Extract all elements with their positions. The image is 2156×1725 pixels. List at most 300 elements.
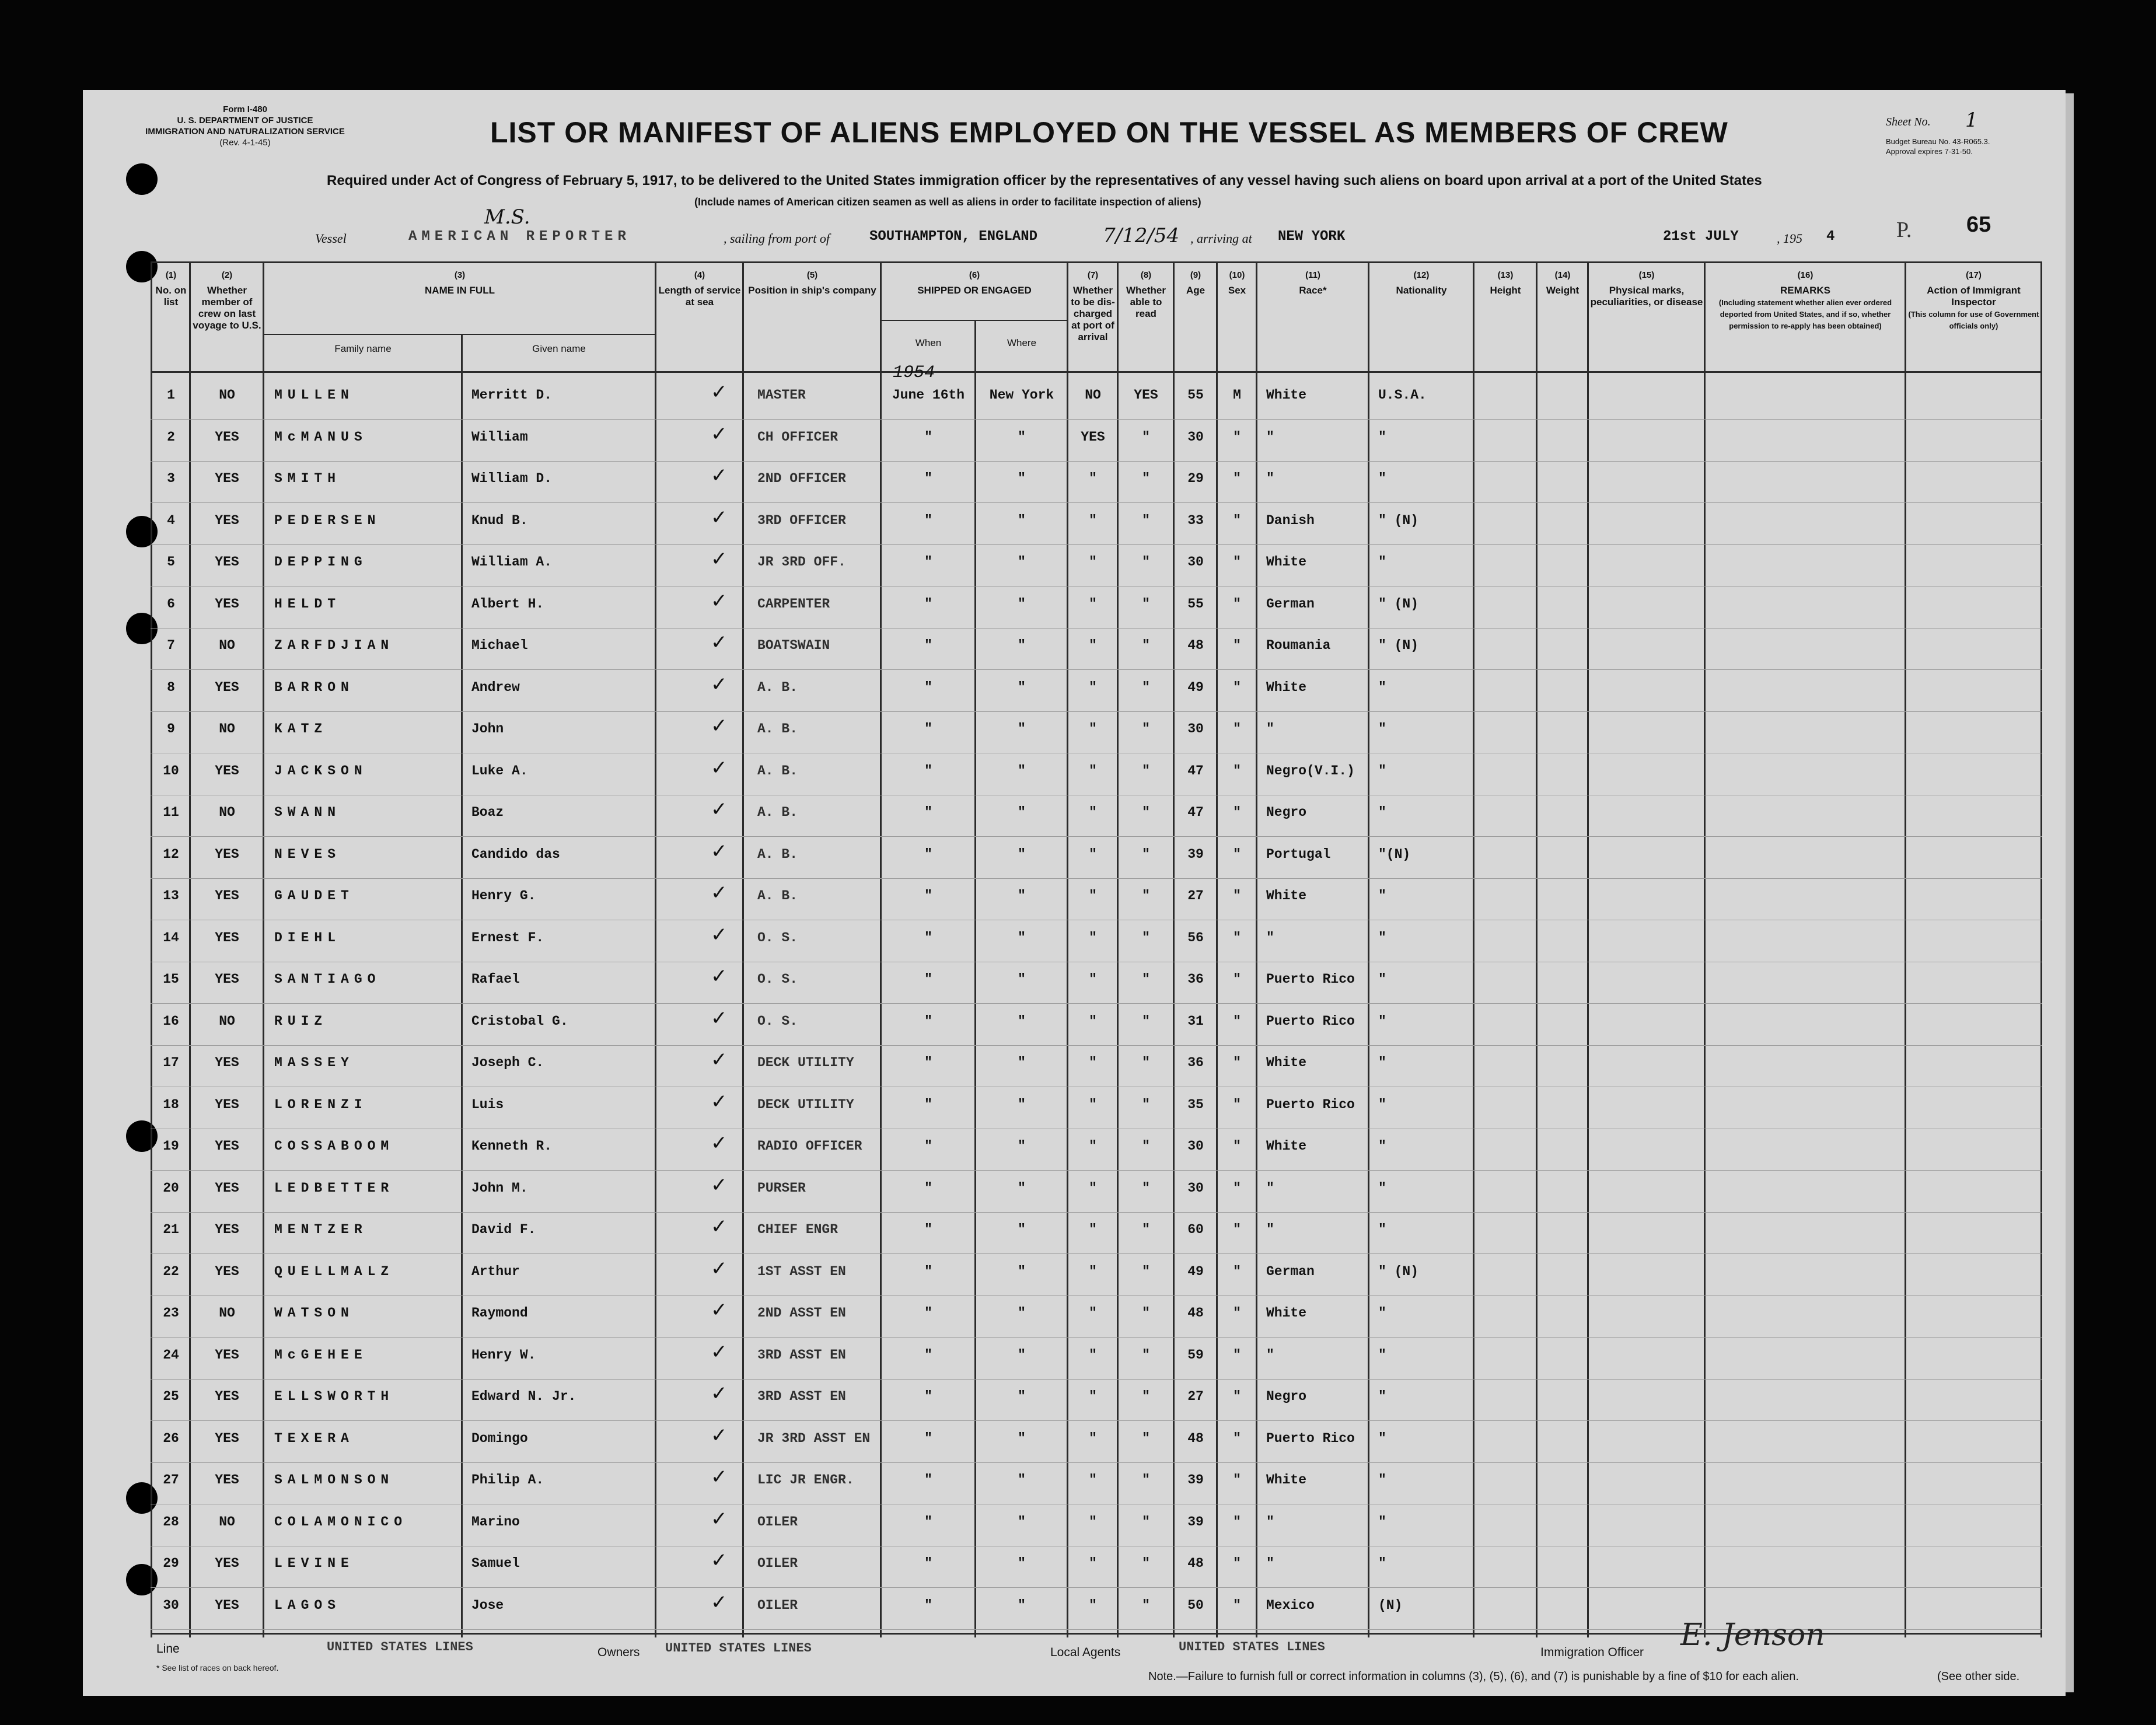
- given-name: Boaz: [471, 805, 504, 820]
- discharged-value: ": [1089, 888, 1097, 903]
- shipped-year-handwritten: 1954: [893, 363, 935, 383]
- row-number: 12: [163, 846, 179, 862]
- budget-bureau: Budget Bureau No. 43-R065.3.: [1886, 137, 1990, 146]
- given-name: Marino: [471, 1514, 520, 1530]
- prior-voyage-value: YES: [215, 1263, 239, 1279]
- service-check: ✓: [711, 756, 728, 780]
- position-value: CHIEF ENGR: [757, 1222, 838, 1237]
- sex-value: ": [1233, 1597, 1241, 1613]
- sex-value: ": [1233, 888, 1241, 903]
- col-divider: [1216, 261, 1218, 1637]
- discharged-value: ": [1089, 1013, 1097, 1029]
- shipped-where: ": [1018, 1389, 1026, 1404]
- prior-voyage-value: YES: [215, 1472, 239, 1487]
- age-value: 49: [1187, 1263, 1204, 1279]
- departure-date-handwritten: 7/12/54: [1103, 224, 1180, 247]
- prior-voyage-value: YES: [215, 1180, 239, 1196]
- sex-value: ": [1233, 972, 1241, 987]
- col-divider: [1473, 261, 1474, 1637]
- prior-voyage-value: YES: [215, 1430, 239, 1446]
- prior-voyage-value: YES: [215, 1055, 239, 1070]
- family-name: PEDERSEN: [274, 512, 381, 528]
- nationality-value: ": [1378, 1222, 1386, 1237]
- race-value: Puerto Rico: [1266, 972, 1355, 987]
- able-to-read-value: ": [1142, 721, 1150, 736]
- shipped-when: ": [924, 638, 932, 653]
- shipped-when: ": [924, 1222, 932, 1237]
- sex-value: ": [1233, 512, 1241, 528]
- sex-value: ": [1233, 471, 1241, 486]
- shipped-where: ": [1018, 1180, 1026, 1196]
- arriving-label: , arriving at: [1190, 231, 1252, 246]
- discharged-value: ": [1089, 638, 1097, 653]
- service-check: ✓: [711, 1048, 728, 1071]
- nationality-value: ": [1378, 972, 1386, 987]
- col-header-position: (5) Position in ship's company: [748, 270, 876, 296]
- row-number: 25: [163, 1389, 179, 1404]
- shipped-when: ": [924, 1263, 932, 1279]
- prior-voyage-value: YES: [215, 930, 239, 945]
- able-to-read-value: ": [1142, 930, 1150, 945]
- race-value: ": [1266, 721, 1274, 736]
- nationality-value: ": [1378, 1305, 1386, 1321]
- given-name: Samuel: [471, 1556, 520, 1571]
- age-value: 48: [1187, 638, 1204, 653]
- shipped-where: ": [1018, 1097, 1026, 1112]
- prior-voyage-value: YES: [215, 554, 239, 570]
- sheet-number: 1: [1965, 109, 1978, 132]
- family-name: TEXERA: [274, 1430, 354, 1446]
- service-check: ✓: [711, 1006, 728, 1030]
- age-value: 30: [1187, 429, 1204, 445]
- shipped-when: ": [924, 1139, 932, 1154]
- row-number: 26: [163, 1430, 179, 1446]
- race-value: White: [1266, 1055, 1307, 1070]
- service-check: ✓: [711, 714, 728, 738]
- age-value: 27: [1187, 1389, 1204, 1404]
- age-value: 36: [1187, 1055, 1204, 1070]
- race-value: ": [1266, 1180, 1274, 1196]
- race-value: Negro: [1266, 1389, 1307, 1404]
- given-name: Michael: [471, 638, 528, 653]
- able-to-read-value: ": [1142, 1139, 1150, 1154]
- able-to-read-value: ": [1142, 638, 1150, 653]
- sex-value: ": [1233, 429, 1241, 445]
- given-name: Jose: [471, 1597, 504, 1613]
- discharged-value: ": [1089, 972, 1097, 987]
- given-name: Domingo: [471, 1430, 528, 1446]
- service-check: ✓: [711, 1465, 728, 1489]
- col-header-physical-marks: (15) Physical marks, peculiarities, or disease: [1590, 270, 1703, 308]
- vessel-label: Vessel: [315, 231, 347, 246]
- race-value: Puerto Rico: [1266, 1013, 1355, 1029]
- family-name: LEDBETTER: [274, 1180, 394, 1196]
- col-header-height: (13) Height: [1490, 270, 1521, 296]
- age-value: 48: [1187, 1556, 1204, 1571]
- scan-edge: [2066, 93, 2074, 1692]
- col-header-no: (1) No. on list: [155, 270, 187, 308]
- prior-voyage-value: NO: [219, 638, 235, 653]
- able-to-read-value: ": [1142, 1472, 1150, 1487]
- service-check: ✓: [711, 589, 728, 613]
- position-value: RADIO OFFICER: [757, 1139, 862, 1154]
- col-header-read: (8) Whether able to read: [1126, 270, 1166, 319]
- given-name: Kenneth R.: [471, 1139, 553, 1154]
- nationality-value: ": [1378, 1013, 1386, 1029]
- position-value: DECK UTILITY: [757, 1055, 854, 1070]
- discharged-value: ": [1089, 805, 1097, 820]
- position-value: OILER: [757, 1556, 798, 1571]
- given-name: John: [471, 721, 504, 736]
- sailing-label: , sailing from port of: [724, 231, 830, 246]
- position-value: OILER: [757, 1597, 798, 1613]
- col-divider: [1256, 261, 1257, 1637]
- discharged-value: ": [1089, 846, 1097, 862]
- race-value: Puerto Rico: [1266, 1430, 1355, 1446]
- discharged-value: ": [1089, 1472, 1097, 1487]
- col-divider: [1587, 261, 1589, 1637]
- shipped-when: ": [924, 512, 932, 528]
- nationality-value: ": [1378, 1389, 1386, 1404]
- shipped-when: ": [924, 1514, 932, 1530]
- nationality-value: ": [1378, 1347, 1386, 1363]
- service-check: ✓: [711, 1090, 728, 1113]
- service-name: IMMIGRATION AND NATURALIZATION SERVICE: [145, 127, 345, 137]
- family-name: LAGOS: [274, 1597, 341, 1613]
- col-divider: [1704, 261, 1706, 1637]
- age-value: 30: [1187, 1139, 1204, 1154]
- able-to-read-value: ": [1142, 805, 1150, 820]
- col-divider: [1536, 261, 1537, 1637]
- shipped-when: ": [924, 1556, 932, 1571]
- col-header-when: When: [915, 337, 942, 348]
- race-value: White: [1266, 387, 1307, 403]
- service-check: ✓: [711, 1173, 728, 1197]
- service-check: ✓: [711, 1382, 728, 1405]
- given-name: Cristobal G.: [471, 1013, 568, 1029]
- sex-value: ": [1233, 596, 1241, 612]
- service-check: ✓: [711, 631, 728, 654]
- given-name: Philip A.: [471, 1472, 544, 1487]
- discharged-value: ": [1089, 1263, 1097, 1279]
- sex-value: ": [1233, 763, 1241, 778]
- form-identification: [117, 104, 373, 148]
- family-name: WATSON: [274, 1305, 354, 1321]
- race-value: German: [1266, 596, 1315, 612]
- position-value: A. B.: [757, 888, 798, 903]
- race-value: White: [1266, 679, 1307, 695]
- able-to-read-value: ": [1142, 1180, 1150, 1196]
- row-rule: [151, 1045, 2042, 1046]
- service-check: ✓: [711, 1340, 728, 1364]
- nationality-value: ": [1378, 429, 1386, 445]
- discharged-value: ": [1089, 1430, 1097, 1446]
- age-value: 29: [1187, 471, 1204, 486]
- family-name: SANTIAGO: [274, 972, 381, 987]
- age-value: 39: [1187, 846, 1204, 862]
- shipped-where: ": [1018, 888, 1026, 903]
- able-to-read-value: ": [1142, 679, 1150, 695]
- officer-signature: E. Jenson: [1680, 1618, 1825, 1653]
- service-check: ✓: [711, 547, 728, 571]
- row-rule: [151, 1462, 2042, 1463]
- shipped-when: ": [924, 679, 932, 695]
- table-top-border: [151, 261, 2042, 263]
- required-statement: Required under Act of Congress of February 5, 1917, to be delivered to the United States immigration officer by the representatives of any vessel having such aliens on board upon arrival at a port of the United States: [327, 173, 1762, 188]
- col-header-nationality: (12) Nationality: [1396, 270, 1447, 296]
- age-value: 48: [1187, 1305, 1204, 1321]
- able-to-read-value: ": [1142, 1097, 1150, 1112]
- sex-value: ": [1233, 1472, 1241, 1487]
- sex-value: ": [1233, 554, 1241, 570]
- col-header-given-name: Given name: [532, 343, 586, 354]
- able-to-read-value: ": [1142, 1389, 1150, 1404]
- race-value: Danish: [1266, 512, 1315, 528]
- sex-value: ": [1233, 1013, 1241, 1029]
- discharged-value: ": [1089, 1097, 1097, 1112]
- discharged-value: ": [1089, 1514, 1097, 1530]
- shipped-where: ": [1018, 1055, 1026, 1070]
- age-value: 27: [1187, 888, 1204, 903]
- row-number: 2: [167, 429, 175, 445]
- family-name: NEVES: [274, 846, 341, 862]
- given-name: Henry G.: [471, 888, 536, 903]
- race-value: Roumania: [1266, 638, 1331, 653]
- given-name: Arthur: [471, 1263, 520, 1279]
- discharged-value: ": [1089, 596, 1097, 612]
- shipped-where: ": [1018, 596, 1026, 612]
- row-number: 16: [163, 1013, 179, 1029]
- able-to-read-value: ": [1142, 846, 1150, 862]
- discharged-value: ": [1089, 930, 1097, 945]
- prior-voyage-value: NO: [219, 387, 235, 403]
- nationality-value: ": [1378, 930, 1386, 945]
- family-name: COSSABOOM: [274, 1139, 394, 1154]
- sex-value: ": [1233, 1305, 1241, 1321]
- sex-value: ": [1233, 1097, 1241, 1112]
- race-value: Negro: [1266, 805, 1307, 820]
- sex-value: ": [1233, 1347, 1241, 1363]
- position-value: CH OFFICER: [757, 429, 838, 445]
- owners-value: UNITED STATES LINES: [665, 1641, 812, 1656]
- shipped-when: ": [924, 1180, 932, 1196]
- nationality-value: " (N): [1378, 596, 1419, 612]
- age-value: 50: [1187, 1597, 1204, 1613]
- row-number: 6: [167, 596, 175, 612]
- col-header-where: Where: [1007, 337, 1037, 348]
- row-rule: [151, 1253, 2042, 1254]
- prior-voyage-value: YES: [215, 596, 239, 612]
- row-number: 14: [163, 930, 179, 945]
- row-number: 8: [167, 679, 175, 695]
- shipped-when: ": [924, 1347, 932, 1363]
- prior-voyage-value: YES: [215, 1556, 239, 1571]
- able-to-read-value: ": [1142, 512, 1150, 528]
- sex-value: ": [1233, 1389, 1241, 1404]
- nationality-value: (N): [1378, 1597, 1403, 1613]
- prior-voyage-value: YES: [215, 471, 239, 486]
- col-divider: [263, 261, 264, 1637]
- service-check: ✓: [711, 1507, 728, 1531]
- budget-approval: Approval expires 7-31-50.: [1886, 147, 1973, 156]
- discharged-value: ": [1089, 1389, 1097, 1404]
- sex-value: ": [1233, 1430, 1241, 1446]
- prior-voyage-value: YES: [215, 1389, 239, 1404]
- shipped-where: ": [1018, 763, 1026, 778]
- see-other-side: (See other side.: [1937, 1670, 2020, 1683]
- shipped-when: ": [924, 1430, 932, 1446]
- shipped-when: ": [924, 972, 932, 987]
- col-header-inspector-action: (17) Action of Immigrant Inspector (This column for use of Government officials only): [1908, 270, 2039, 330]
- row-rule: [151, 1379, 2042, 1380]
- age-value: 33: [1187, 512, 1204, 528]
- family-name: JACKSON: [274, 763, 368, 778]
- row-number: 10: [163, 763, 179, 778]
- col-header-prev-voyage: (2) Whether member of crew on last voyage to U.S.: [193, 270, 261, 331]
- discharged-value: ": [1089, 1055, 1097, 1070]
- able-to-read-value: ": [1142, 1013, 1150, 1029]
- row-number: 15: [163, 972, 179, 987]
- row-rule: [151, 1587, 2042, 1588]
- able-to-read-value: ": [1142, 1222, 1150, 1237]
- discharged-value: ": [1089, 1180, 1097, 1196]
- col-divider: [1067, 261, 1068, 1637]
- age-value: 56: [1187, 930, 1204, 945]
- shipped-subheader-line: [880, 320, 1067, 321]
- family-name: LEVINE: [274, 1556, 354, 1571]
- row-rule: [151, 669, 2042, 670]
- row-number: 30: [163, 1597, 179, 1613]
- service-check: ✓: [711, 380, 728, 404]
- sex-value: ": [1233, 846, 1241, 862]
- discharged-value: ": [1089, 1556, 1097, 1571]
- row-number: 7: [167, 638, 175, 653]
- able-to-read-value: ": [1142, 596, 1150, 612]
- age-value: 30: [1187, 554, 1204, 570]
- given-name: Ernest F.: [471, 930, 544, 945]
- race-value: ": [1266, 930, 1274, 945]
- prior-voyage-value: YES: [215, 1139, 239, 1154]
- given-name: Luis: [471, 1097, 504, 1112]
- family-name: DEPPING: [274, 554, 368, 570]
- age-value: 30: [1187, 721, 1204, 736]
- sex-value: ": [1233, 805, 1241, 820]
- sex-value: ": [1233, 1222, 1241, 1237]
- prior-voyage-value: YES: [215, 1097, 239, 1112]
- service-check: ✓: [711, 1256, 728, 1280]
- shipped-where: New York: [989, 387, 1054, 403]
- given-name: William: [471, 429, 528, 445]
- able-to-read-value: ": [1142, 888, 1150, 903]
- crew-manifest-table: [151, 261, 2042, 1637]
- race-value: White: [1266, 1305, 1307, 1321]
- service-check: ✓: [711, 1423, 728, 1447]
- service-check: ✓: [711, 923, 728, 947]
- position-value: LIC JR ENGR.: [757, 1472, 854, 1487]
- row-number: 4: [167, 512, 175, 528]
- nationality-value: ": [1378, 888, 1386, 903]
- family-name: MASSEY: [274, 1055, 354, 1070]
- prior-voyage-value: YES: [215, 679, 239, 695]
- family-name: GAUDET: [274, 888, 354, 903]
- given-name: Merritt D.: [471, 387, 553, 403]
- shipped-where: ": [1018, 805, 1026, 820]
- position-value: PURSER: [757, 1180, 806, 1196]
- shipped-when: ": [924, 1472, 932, 1487]
- shipped-when: ": [924, 471, 932, 486]
- race-value: ": [1266, 1556, 1274, 1571]
- department-name: U. S. DEPARTMENT OF JUSTICE: [177, 116, 313, 125]
- col-header-family-name: Family name: [334, 343, 392, 354]
- shipped-when: ": [924, 1305, 932, 1321]
- able-to-read-value: ": [1142, 429, 1150, 445]
- col-divider: [1905, 261, 1906, 1637]
- family-name: LORENZI: [274, 1097, 368, 1112]
- row-number: 1: [167, 387, 175, 403]
- given-name: Luke A.: [471, 763, 528, 778]
- race-value: ": [1266, 1222, 1274, 1237]
- row-number: 28: [163, 1514, 179, 1530]
- row-number: 24: [163, 1347, 179, 1363]
- row-number: 13: [163, 888, 179, 903]
- family-name: KATZ: [274, 721, 328, 736]
- family-name: SALMONSON: [274, 1472, 394, 1487]
- service-check: ✓: [711, 422, 728, 446]
- age-value: 55: [1187, 596, 1204, 612]
- age-value: 35: [1187, 1097, 1204, 1112]
- row-rule: [151, 1212, 2042, 1213]
- position-value: A. B.: [757, 805, 798, 820]
- family-name: ELLSWORTH: [274, 1389, 394, 1404]
- nationality-value: ": [1378, 1556, 1386, 1571]
- age-value: 39: [1187, 1472, 1204, 1487]
- shipped-when: ": [924, 930, 932, 945]
- prior-voyage-value: NO: [219, 805, 235, 820]
- shipped-when: ": [924, 554, 932, 570]
- sex-value: ": [1233, 679, 1241, 695]
- document-title: LIST OR MANIFEST OF ALIENS EMPLOYED ON THE VESSEL AS MEMBERS OF CREW: [490, 116, 1728, 149]
- race-value: Mexico: [1266, 1597, 1315, 1613]
- position-value: A. B.: [757, 763, 798, 778]
- col-header-age: (9) Age: [1186, 270, 1205, 296]
- service-check: ✓: [711, 965, 728, 988]
- nationality-value: ": [1378, 763, 1386, 778]
- nationality-value: " (N): [1378, 1263, 1419, 1279]
- given-name: Edward N. Jr.: [471, 1389, 576, 1404]
- given-name: Henry W.: [471, 1347, 536, 1363]
- shipped-when: ": [924, 763, 932, 778]
- able-to-read-value: ": [1142, 471, 1150, 486]
- given-name: John M.: [471, 1180, 528, 1196]
- sex-value: M: [1233, 387, 1241, 403]
- prior-voyage-value: YES: [215, 846, 239, 862]
- sex-value: ": [1233, 1556, 1241, 1571]
- nationality-value: " (N): [1378, 638, 1419, 653]
- row-rule: [151, 1170, 2042, 1171]
- discharged-value: YES: [1081, 429, 1105, 445]
- prior-voyage-value: YES: [215, 888, 239, 903]
- discharged-value: ": [1089, 471, 1097, 486]
- shipped-where: ": [1018, 512, 1026, 528]
- able-to-read-value: ": [1142, 1305, 1150, 1321]
- col-divider: [880, 261, 882, 1637]
- race-value: ": [1266, 1347, 1274, 1363]
- form-number: Form I-480: [223, 104, 267, 114]
- shipped-when: ": [924, 1013, 932, 1029]
- line-label: Line: [156, 1642, 180, 1656]
- nationality-value: ": [1378, 679, 1386, 695]
- row-rule: [151, 836, 2042, 837]
